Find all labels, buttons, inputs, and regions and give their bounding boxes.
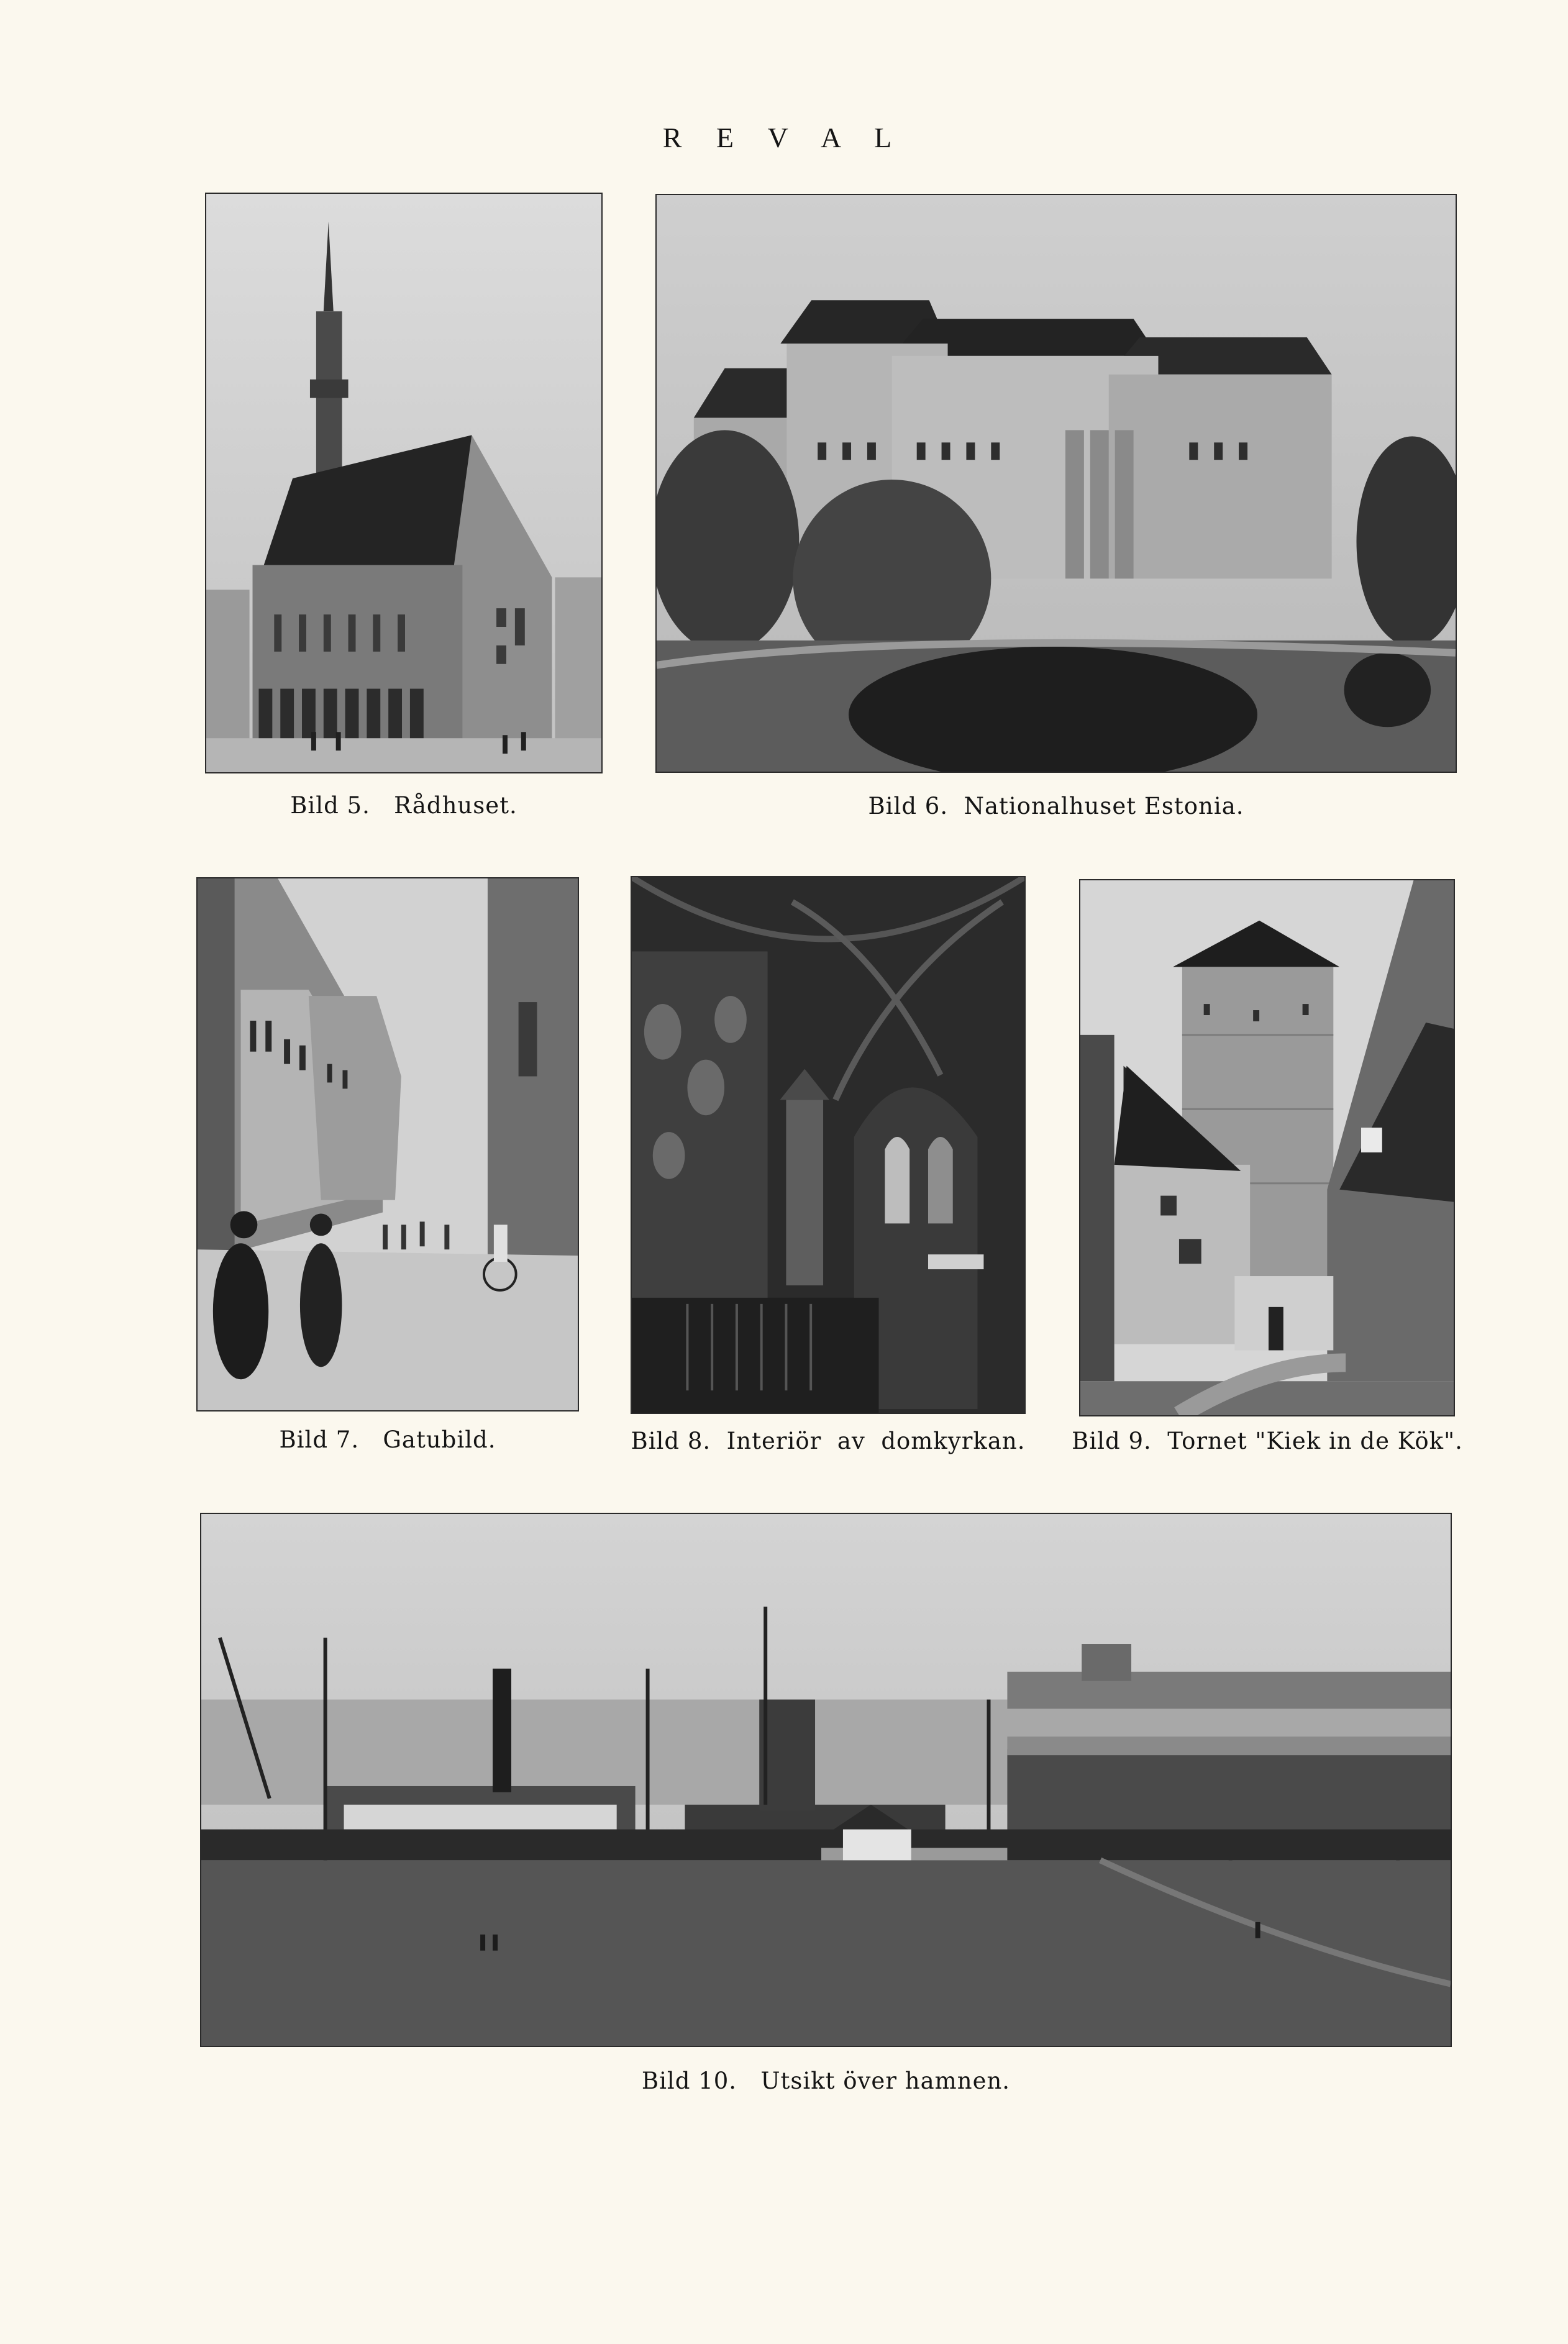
photo-gatubild: [196, 877, 579, 1411]
photo-nationalhuset-estonia: [655, 194, 1457, 773]
caption-bild9: Bild 9. Tornet "Kiek in de Kök".: [1072, 1428, 1463, 1454]
caption-bild7: Bild 7. Gatubild.: [279, 1426, 496, 1453]
caption-bild5: Bild 5. Rådhuset.: [290, 792, 517, 819]
photo-utsikt-over-hamnen: [200, 1513, 1452, 2047]
caption-bild6: Bild 6. Nationalhuset Estonia.: [868, 793, 1244, 819]
caption-bild8: Bild 8. Interiör av domkyrkan.: [631, 1428, 1026, 1454]
photo-radhuset: [205, 193, 603, 773]
caption-bild10: Bild 10. Utsikt över hamnen.: [641, 2068, 1011, 2094]
page-title: R E V A L: [662, 122, 906, 153]
photo-interior-domkyrkan: [631, 876, 1026, 1414]
photo-tornet-kiek-in-de-kok: [1079, 879, 1455, 1416]
